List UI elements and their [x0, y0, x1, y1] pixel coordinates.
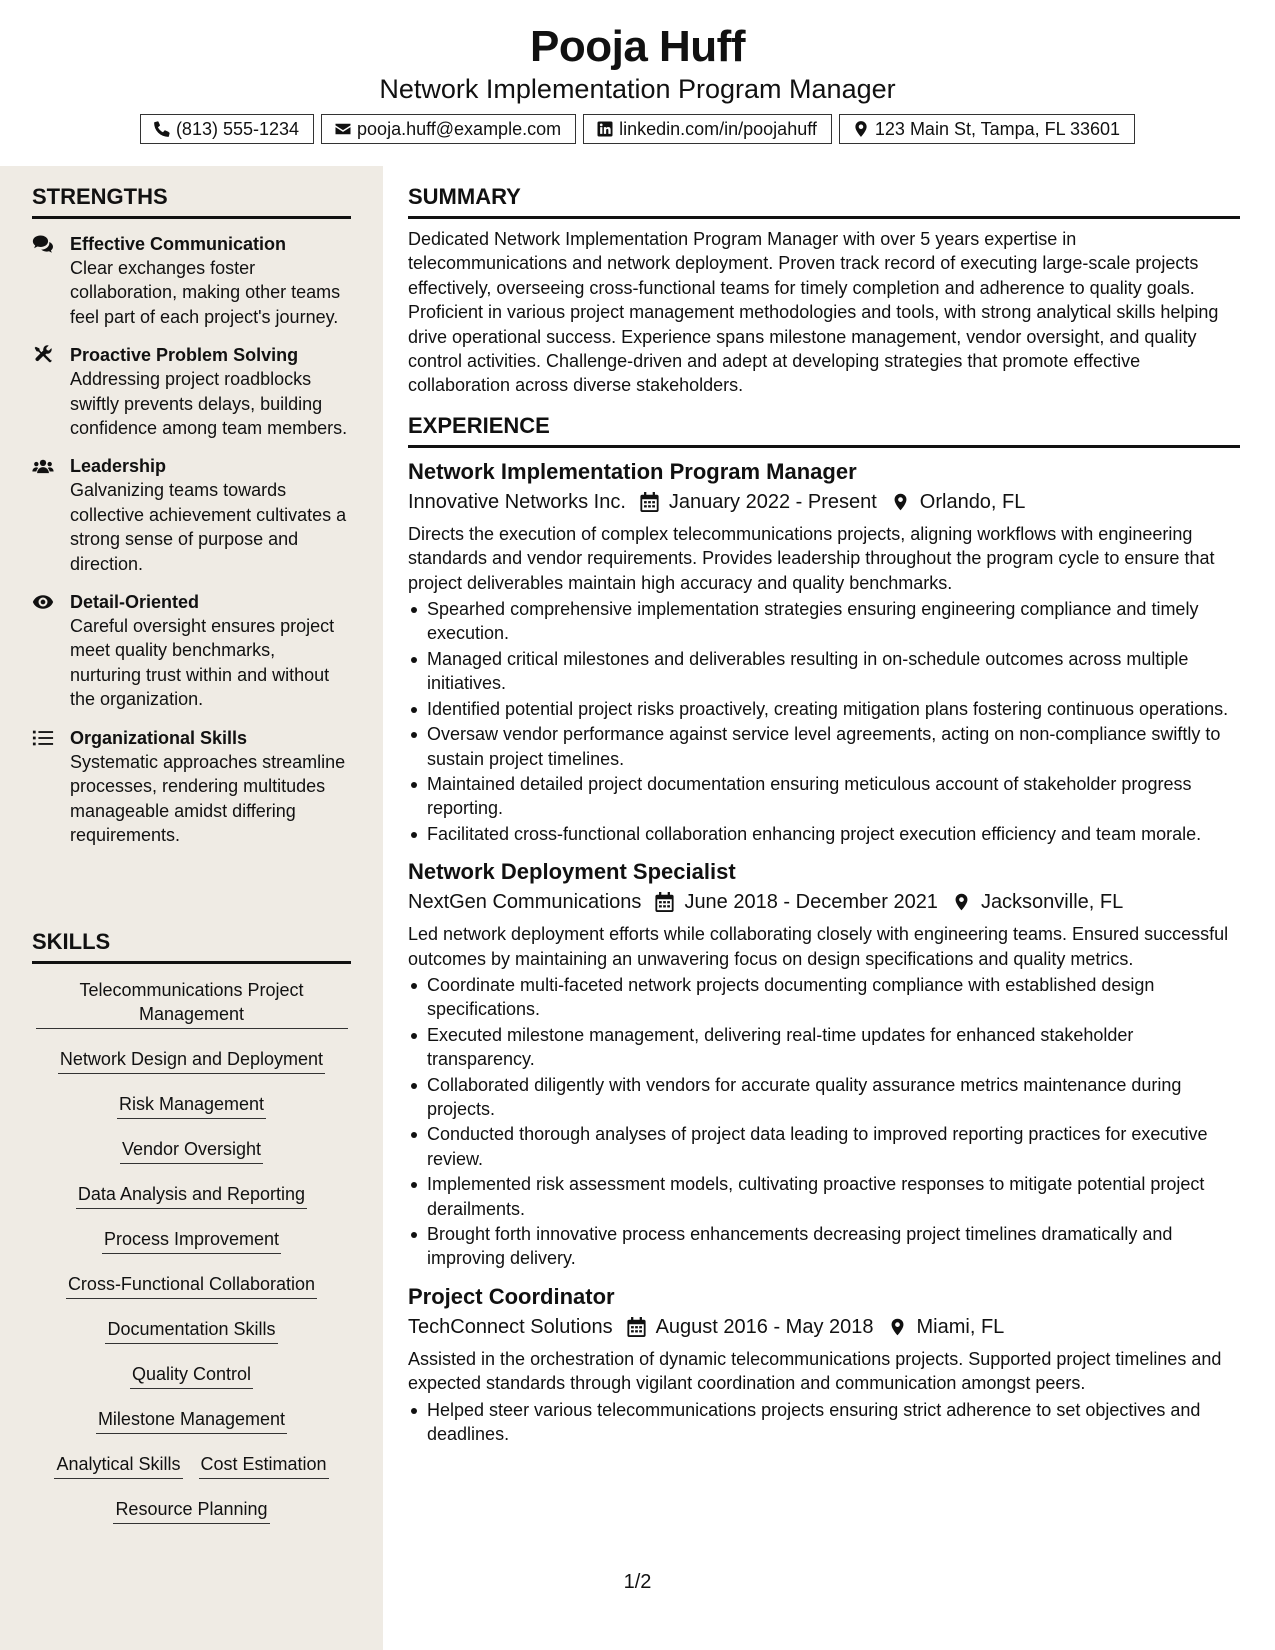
job-location: Jacksonville, FL: [980, 891, 1124, 914]
list-item: Oversaw vendor performance against service level agreements, acting on non-compliance swiftly to sustain project timelines.: [408, 722, 1240, 771]
calendar-icon: [655, 892, 674, 912]
strength-item: [32, 590, 351, 712]
skill-tag: Network Design and Deployment: [58, 1047, 325, 1074]
job-company: Innovative Networks Inc.: [408, 490, 626, 513]
strength-title: Detail-Oriented: [70, 592, 200, 613]
skill-tag: Data Analysis and Reporting: [76, 1182, 307, 1209]
job-company: TechConnect Solutions: [408, 1315, 613, 1338]
list-item: Conducted thorough analyses of project data leading to improved reporting practices for executive review.: [408, 1122, 1240, 1171]
linkedin-text: linkedin.com/in/poojahuff: [619, 118, 817, 139]
skills-heading: SKILLS: [32, 929, 351, 964]
job-meta: [408, 488, 1240, 516]
strength-desc: Galvanizing teams towards collective achievement cultivates a strong sense of purpose and direction.: [70, 480, 347, 574]
skill-tag: Resource Planning: [113, 1497, 269, 1524]
map-pin-icon: [852, 120, 870, 138]
linkedin-icon: [596, 120, 614, 138]
list-item: Managed critical milestones and deliverables resulting in on-schedule outcomes across multiple initiatives.: [408, 647, 1240, 696]
main-content: [408, 166, 1240, 1447]
skill-tag: Documentation Skills: [105, 1317, 277, 1344]
email-text: pooja.huff@example.com: [357, 118, 562, 139]
skill-tag: Process Improvement: [102, 1227, 281, 1254]
tools-icon: [32, 345, 54, 365]
map-pin-icon: [952, 892, 971, 912]
skill-tag: Milestone Management: [96, 1407, 287, 1434]
strength-desc: Careful oversight ensures project meet quality benchmarks, nurturing trust within and without the organization.: [70, 616, 335, 710]
address-text: 123 Main St, Tampa, FL 33601: [874, 118, 1121, 139]
list-item: Facilitated cross-functional collaboration enhancing project execution efficiency and team morale.: [408, 822, 1240, 846]
summary-heading: SUMMARY: [408, 184, 1240, 219]
skill-tag: Quality Control: [130, 1362, 253, 1389]
summary-text: Dedicated Network Implementation Program Manager with over 5 years expertise in telecommunications and network deployment. Proven track record of executing large-scale projects effectively, overseeing cross-functional teams for timely completion and adherence to quality goals. Proficient in various project management methodologies and tools, with strong analytical skills helping drive operational success. Experience spans milestone management, vendor oversight, and quality control activities. Challenge-driven and adept at developing strategies that promote effective collaboration across diverse stakeholders.: [408, 229, 1219, 396]
job-dates: June 2018 - December 2021: [684, 891, 938, 914]
phone-text: (813) 555-1234: [175, 118, 300, 139]
job-title: Network Deployment Specialist: [408, 859, 736, 885]
phone-icon: [153, 120, 171, 138]
skill-tag: Risk Management: [117, 1092, 266, 1119]
strength-desc: Clear exchanges foster collaboration, making other teams feel part of each project's journey.: [70, 258, 341, 327]
list-item: Helped steer various telecommunications projects ensuring strict adherence to set objectives and deadlines.: [408, 1398, 1240, 1447]
list-item: Maintained detailed project documentation ensuring meticulous account of stakeholder progress reporting.: [408, 772, 1240, 821]
strengths-section: [32, 184, 351, 847]
list-item: Spearhed comprehensive implementation strategies ensuring engineering compliance and timely execution.: [408, 597, 1240, 646]
job-description: Directs the execution of complex telecommunications projects, aligning workflows with engineering standards and vendor requirements. Provides leadership throughout the program cycle to ensure that project deliverables maintain high accuracy and quality benchmarks.: [408, 523, 1215, 593]
comments-icon: [32, 234, 54, 254]
contact-bar: [0, 114, 1275, 144]
list-item: Collaborated diligently with vendors for accurate quality assurance metrics maintenance during projects.: [408, 1073, 1240, 1122]
envelope-icon: [334, 120, 352, 138]
map-pin-icon: [891, 492, 910, 512]
skill-tag: Cross-Functional Collaboration: [66, 1272, 317, 1299]
list-item: Brought forth innovative process enhancements decreasing project timelines dramatically and improving delivery.: [408, 1222, 1240, 1271]
strength-title: Proactive Problem Solving: [70, 345, 299, 366]
job-dates: January 2022 - Present: [668, 490, 877, 513]
eye-icon: [32, 592, 54, 612]
strengths-heading: STRENGTHS: [32, 184, 351, 219]
job-entry: [408, 458, 1240, 846]
candidate-title: Network Implementation Program Manager: [379, 74, 896, 104]
strength-title: Effective Communication: [70, 234, 287, 254]
resume-header: [0, 0, 1275, 166]
strength-item: [32, 343, 351, 440]
page-number: 1/2: [623, 1571, 652, 1593]
list-icon: [32, 728, 54, 748]
strength-desc: Systematic approaches streamline processes, rendering multitudes manageable amidst differing requirements.: [70, 751, 346, 845]
job-title: Project Coordinator: [408, 1283, 615, 1309]
strength-desc: Addressing project roadblocks swiftly prevents delays, building confidence among team members.: [70, 369, 348, 439]
job-entry: [408, 1283, 1240, 1447]
list-item: Identified potential project risks proactively, creating mitigation plans fostering continuous operations.: [408, 697, 1240, 721]
list-item: Executed milestone management, delivering real-time updates for enhanced stakeholder transparency.: [408, 1023, 1240, 1072]
contact-linkedin[interactable]: [583, 114, 832, 144]
strength-title: Leadership: [70, 456, 167, 477]
job-entry: [408, 858, 1240, 1271]
list-item: Coordinate multi-faceted network projects documenting compliance with established design specifications.: [408, 973, 1240, 1022]
strength-item: [32, 232, 351, 329]
job-bullets: [408, 1398, 1240, 1447]
job-location: Orlando, FL: [919, 490, 1026, 513]
summary-section: [408, 184, 1240, 398]
calendar-icon: [640, 492, 659, 512]
job-company: NextGen Communications: [408, 891, 642, 914]
strength-item: [32, 454, 351, 576]
strength-title: Organizational Skills: [70, 727, 248, 748]
skill-tag: Analytical Skills: [54, 1452, 182, 1479]
skills-list: [32, 978, 351, 1542]
job-description: Assisted in the orchestration of dynamic telecommunications projects. Supported project timelines and expected standards through vigilant coordination and communication amongst peers.: [408, 1348, 1222, 1394]
list-item: Implemented risk assessment models, cultivating proactive responses to mitigate potential project derailments.: [408, 1172, 1240, 1221]
strength-item: [32, 726, 351, 848]
job-bullets: [408, 973, 1240, 1271]
job-meta: [408, 1313, 1240, 1341]
job-meta: [408, 888, 1240, 916]
job-bullets: [408, 597, 1240, 846]
contact-phone[interactable]: [140, 114, 314, 144]
sidebar: [0, 166, 383, 1650]
skill-tag: Cost Estimation: [199, 1452, 329, 1479]
candidate-name: Pooja Huff: [530, 22, 745, 71]
contact-email[interactable]: [321, 114, 576, 144]
map-pin-icon: [888, 1317, 907, 1337]
job-location: Miami, FL: [916, 1315, 1005, 1338]
skill-tag: Telecommunications Project Management: [36, 978, 348, 1029]
skill-tag: Vendor Oversight: [120, 1137, 263, 1164]
skills-section: [32, 929, 351, 1542]
contact-address[interactable]: [839, 114, 1135, 144]
users-icon: [32, 456, 54, 476]
job-dates: August 2016 - May 2018: [655, 1315, 874, 1338]
job-description: Led network deployment efforts while collaborating closely with engineering teams. Ensured successful outcomes by maintaining an unwavering focus on design specifications and quality metrics.: [408, 924, 1229, 969]
experience-section: [408, 413, 1240, 1447]
job-title: Network Implementation Program Manager: [408, 458, 857, 484]
experience-heading: EXPERIENCE: [408, 413, 1240, 448]
calendar-icon: [627, 1317, 646, 1337]
